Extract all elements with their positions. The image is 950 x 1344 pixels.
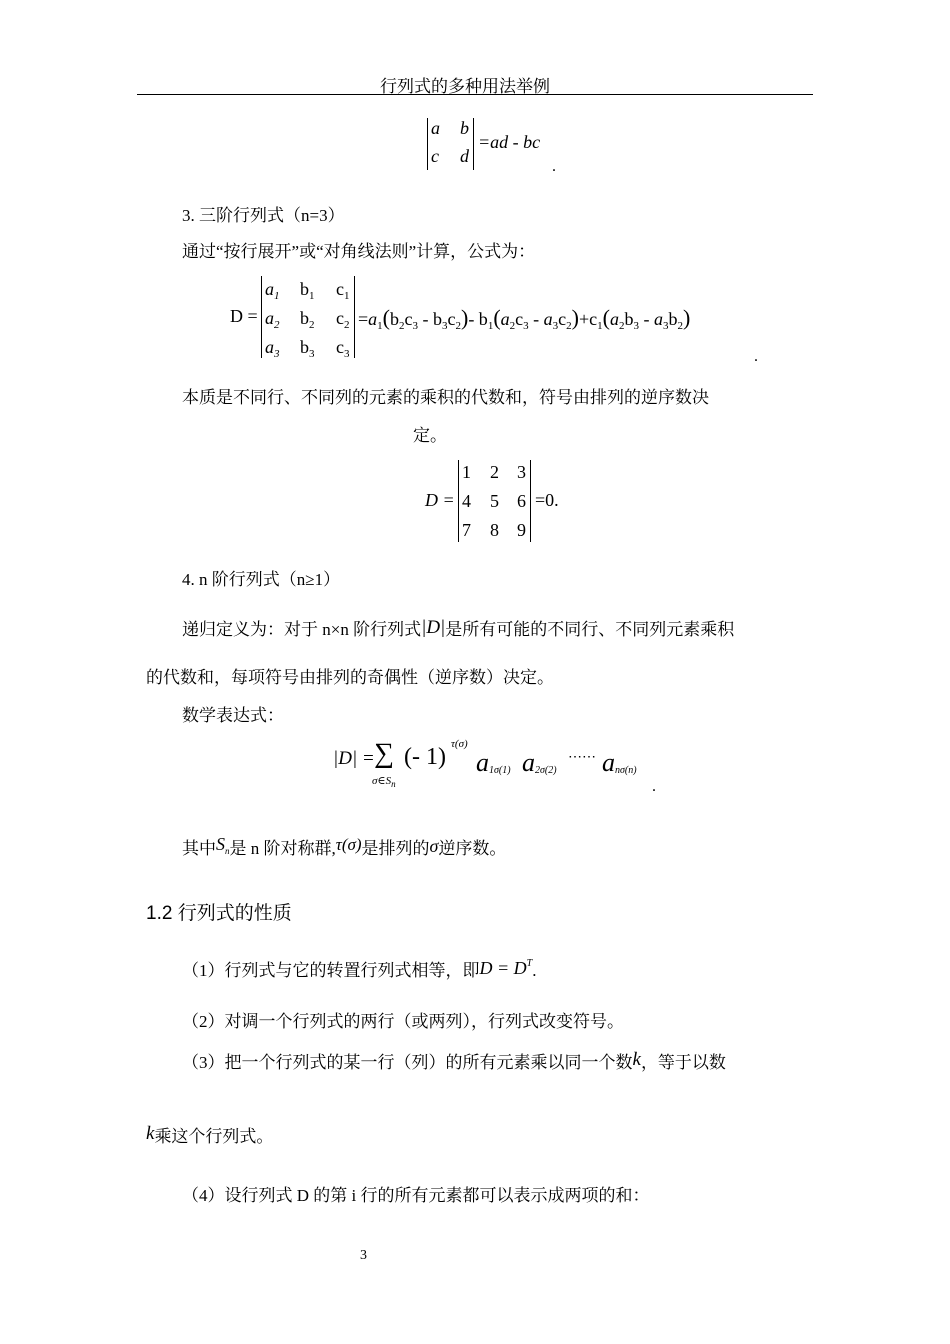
matrix-cell: $c_1$ (336, 279, 350, 302)
formula-trail: . (754, 348, 758, 365)
formula-rhs: =ad - bc (478, 132, 541, 152)
formula-rhs: $=a_1(b_2c_3 - b_3c_2)-$ $b_1(a_2c_3 - a_3c_2)+c_1(a_2b_3 - a_3b_2)$ (358, 305, 691, 332)
a-symbol: a (522, 748, 535, 777)
where-text: 是 n 阶对称群, (229, 839, 336, 858)
matrix-cell: c (431, 146, 439, 166)
a-subscript: 1σ(1) (489, 765, 511, 776)
transpose-sup: T (526, 958, 533, 969)
sym-s: S (216, 834, 225, 854)
sigma-subscript (372, 774, 396, 789)
paragraph: 数学表达式： (182, 706, 284, 725)
property-4: （4）设行列式 D 的第 i 行的所有元素都可以表示成两项的和： (182, 1186, 650, 1205)
paragraph (182, 834, 506, 861)
def-text-part2: 是所有可能的不同行、不同列元素乘积 (445, 620, 735, 639)
matrix-cell: $a_1$ (265, 279, 280, 302)
a-subscript: 2σ(2) (535, 765, 557, 776)
formula-lhs: |D| = (333, 748, 375, 769)
symmetric-group-symbol (216, 834, 230, 854)
tau-symbol: τ(σ) (335, 835, 362, 854)
matrix-cell: 8 (490, 520, 499, 540)
det-right-bar (530, 460, 531, 542)
paragraph: 定。 (413, 426, 447, 445)
matrix-cell: $a_3$ (265, 337, 280, 360)
matrix-cell: $b_1$ (300, 279, 315, 302)
matrix-cell: d (460, 146, 469, 166)
transpose-formula: D = D (479, 958, 527, 978)
formula-a2 (522, 748, 557, 778)
matrix-cell: 1 (462, 462, 471, 482)
property-3 (182, 1050, 726, 1073)
formula-lhs: D = (425, 490, 455, 510)
where-text: 逆序数。 (438, 839, 507, 858)
matrix-cell: $c_3$ (336, 337, 350, 360)
where-text: 其中 (182, 839, 216, 858)
header-rule (137, 94, 813, 95)
det-left-bar (427, 118, 428, 170)
det-symbol: |D| (421, 617, 446, 638)
k-symbol: k (632, 1049, 641, 1070)
property-text: 乘这个行列式。 (154, 1127, 274, 1146)
matrix-cell: b (460, 118, 469, 138)
paragraph: 通过“按行展开”或“对角线法则”计算，公式为： (182, 242, 536, 261)
sym-s-sub: n (225, 846, 230, 856)
formula-base: (- 1) (404, 744, 446, 770)
matrix-cell: 5 (490, 491, 499, 511)
formula-exponent: τ(σ) (451, 738, 468, 750)
k-symbol: k (146, 1123, 155, 1144)
section-heading: 1.2 行列式的性质 (146, 903, 292, 924)
a-subscript: nσ(n) (615, 765, 637, 776)
a-symbol: a (602, 748, 615, 777)
property-text: （3）把一个行列式的某一行（列）的所有元素乘以同一个数 (182, 1053, 633, 1072)
matrix-cell: 2 (490, 462, 499, 482)
page-header-title: 行列式的多种用法举例 (380, 77, 550, 96)
sigma-sub-n: n (391, 779, 396, 789)
matrix-cell: $b_3$ (300, 337, 315, 360)
paragraph: 本质是不同行、不同列的元素的乘积的代数和，符号由排列的逆序数决 (182, 388, 709, 407)
paragraph: 的代数和，每项符号由排列的奇偶性（逆序数）决定。 (146, 668, 554, 687)
paragraph (182, 618, 734, 640)
formula-trail: . (552, 158, 556, 175)
det-right-bar (473, 118, 474, 170)
formula-dots: ⋯⋯ (568, 750, 596, 765)
det-left-bar (458, 460, 459, 542)
matrix-cell: 3 (517, 462, 526, 482)
formula-trail: . (532, 961, 537, 980)
det-right-bar (354, 276, 355, 358)
matrix-cell: $b_2$ (300, 308, 315, 331)
property-text: （1）行列式与它的转置行列式相等，即 (182, 961, 480, 980)
section-heading: 4. n 阶行列式（n≥1） (182, 570, 341, 589)
det-left-bar (261, 276, 262, 358)
property-text: ，等于以数 (640, 1053, 726, 1072)
property-1 (182, 954, 536, 981)
formula-rhs: =0. (535, 490, 559, 510)
formula-an (602, 748, 637, 778)
matrix-cell: 9 (517, 520, 526, 540)
matrix-cell: a (431, 118, 440, 138)
where-text: 是排列的 (361, 839, 430, 858)
matrix-cell: 6 (517, 491, 526, 511)
sigma-sub-text: σ∈S (372, 775, 392, 787)
formula-trail: . (652, 778, 656, 795)
property-2: （2）对调一个行列式的两行（或两列），行列式改变符号。 (182, 1012, 624, 1031)
a-symbol: a (476, 748, 489, 777)
section-heading: 3. 三阶行列式（n=3） (182, 206, 345, 225)
sigma-symbol: σ (429, 836, 439, 856)
def-text-part1: 递归定义为：对于 n×n 阶行列式 (182, 620, 422, 639)
property-3-line2 (146, 1124, 273, 1147)
page-number: 3 (360, 1248, 367, 1263)
matrix-cell: $c_2$ (336, 308, 350, 331)
sigma-symbol: ∑ (374, 738, 394, 769)
matrix-cell: 4 (462, 491, 471, 511)
formula-a1 (476, 748, 511, 778)
matrix-cell: 7 (462, 520, 471, 540)
formula-lhs: D = (230, 306, 258, 326)
matrix-cell: $a_2$ (265, 308, 280, 331)
